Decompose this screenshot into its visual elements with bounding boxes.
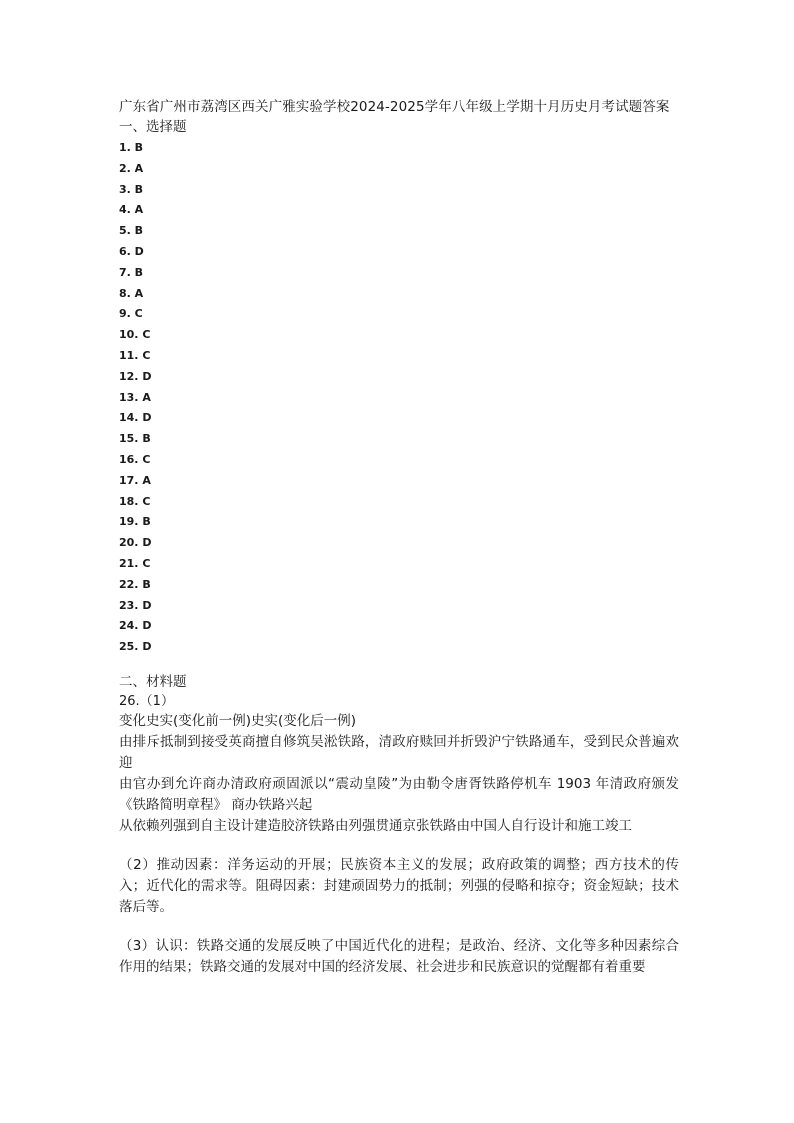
answer-item: 20. D: [119, 536, 152, 550]
answer-item: 19. B: [119, 515, 151, 529]
answer-item: 17. A: [119, 473, 151, 487]
document-title: 广东省广州市荔湾区西关广雅实验学校2024-2025学年八年级上学期十月历史月考试题答案: [119, 99, 670, 115]
answer-item: 14. D: [119, 411, 152, 425]
q26-table-header: 变化史实(变化前一例)史实(变化后一例): [119, 712, 357, 729]
answer-item: 18. C: [119, 494, 151, 508]
answer-item: 12. D: [119, 369, 152, 383]
answer-item: 4. A: [119, 203, 144, 217]
answer-item: 10. C: [119, 328, 151, 342]
answer-item: 22. B: [119, 577, 151, 591]
q26-row-1: 由排斥抵制到接受英商擅自修筑吴淞铁路，清政府赎回并折毁沪宁铁路通车，受到民众普遍欢迎: [119, 733, 679, 771]
answer-item: 1. B: [119, 141, 144, 154]
q26-row-3: 从依赖列强到自主设计建造胶济铁路由列强贯通京张铁路由中国人自行设计和施工竣工: [119, 817, 632, 834]
answer-item: 23. D: [119, 598, 152, 612]
answer-item: 16. C: [119, 452, 151, 466]
answer-item: 21. C: [119, 556, 151, 570]
answer-item: 13. A: [119, 390, 151, 404]
q26-part-3: （3）认识：铁路交通的发展反映了中国近代化的进程；是政治、经济、文化等多种因素综合作用的结果；铁路交通的发展对中国的经济发展、社会进步和民族意识的觉醒都有着重要: [119, 937, 679, 975]
answer-item: 8. A: [119, 286, 144, 300]
q26-row-2: 由官办到允许商办清政府顽固派以“震动皇陵”为由勒令唐胥铁路停机车 1903 年清政府颁发《铁路简明章程》 商办铁路兴起: [119, 775, 679, 813]
question-26-label: 26.（1）: [119, 693, 174, 709]
answer-item: 3. B: [119, 182, 144, 196]
answer-item: 11. C: [119, 348, 151, 362]
answer-item: 25. D: [119, 640, 152, 654]
answer-item: 2. A: [119, 161, 144, 175]
section-heading-multiple-choice: 一、选择题: [119, 119, 187, 135]
answer-list: [119, 138, 679, 658]
answer-document: [119, 97, 679, 978]
q26-part-2: （2）推动因素：洋务运动的开展；民族资本主义的发展；政府政策的调整；西方技术的传入；近代化的需求等。阻碍因素：封建顽固势力的抵制；列强的侵略和掠夺；资金短缺；技术落后等。: [119, 856, 679, 915]
answer-item: 7. B: [119, 265, 144, 279]
answer-item: 15. B: [119, 432, 151, 446]
answer-item: 5. B: [119, 224, 144, 238]
answer-item: 9. C: [119, 307, 143, 321]
answer-item: 6. D: [119, 244, 144, 258]
section-heading-material: 二、材料题: [119, 673, 187, 690]
answer-item: 24. D: [119, 619, 152, 633]
